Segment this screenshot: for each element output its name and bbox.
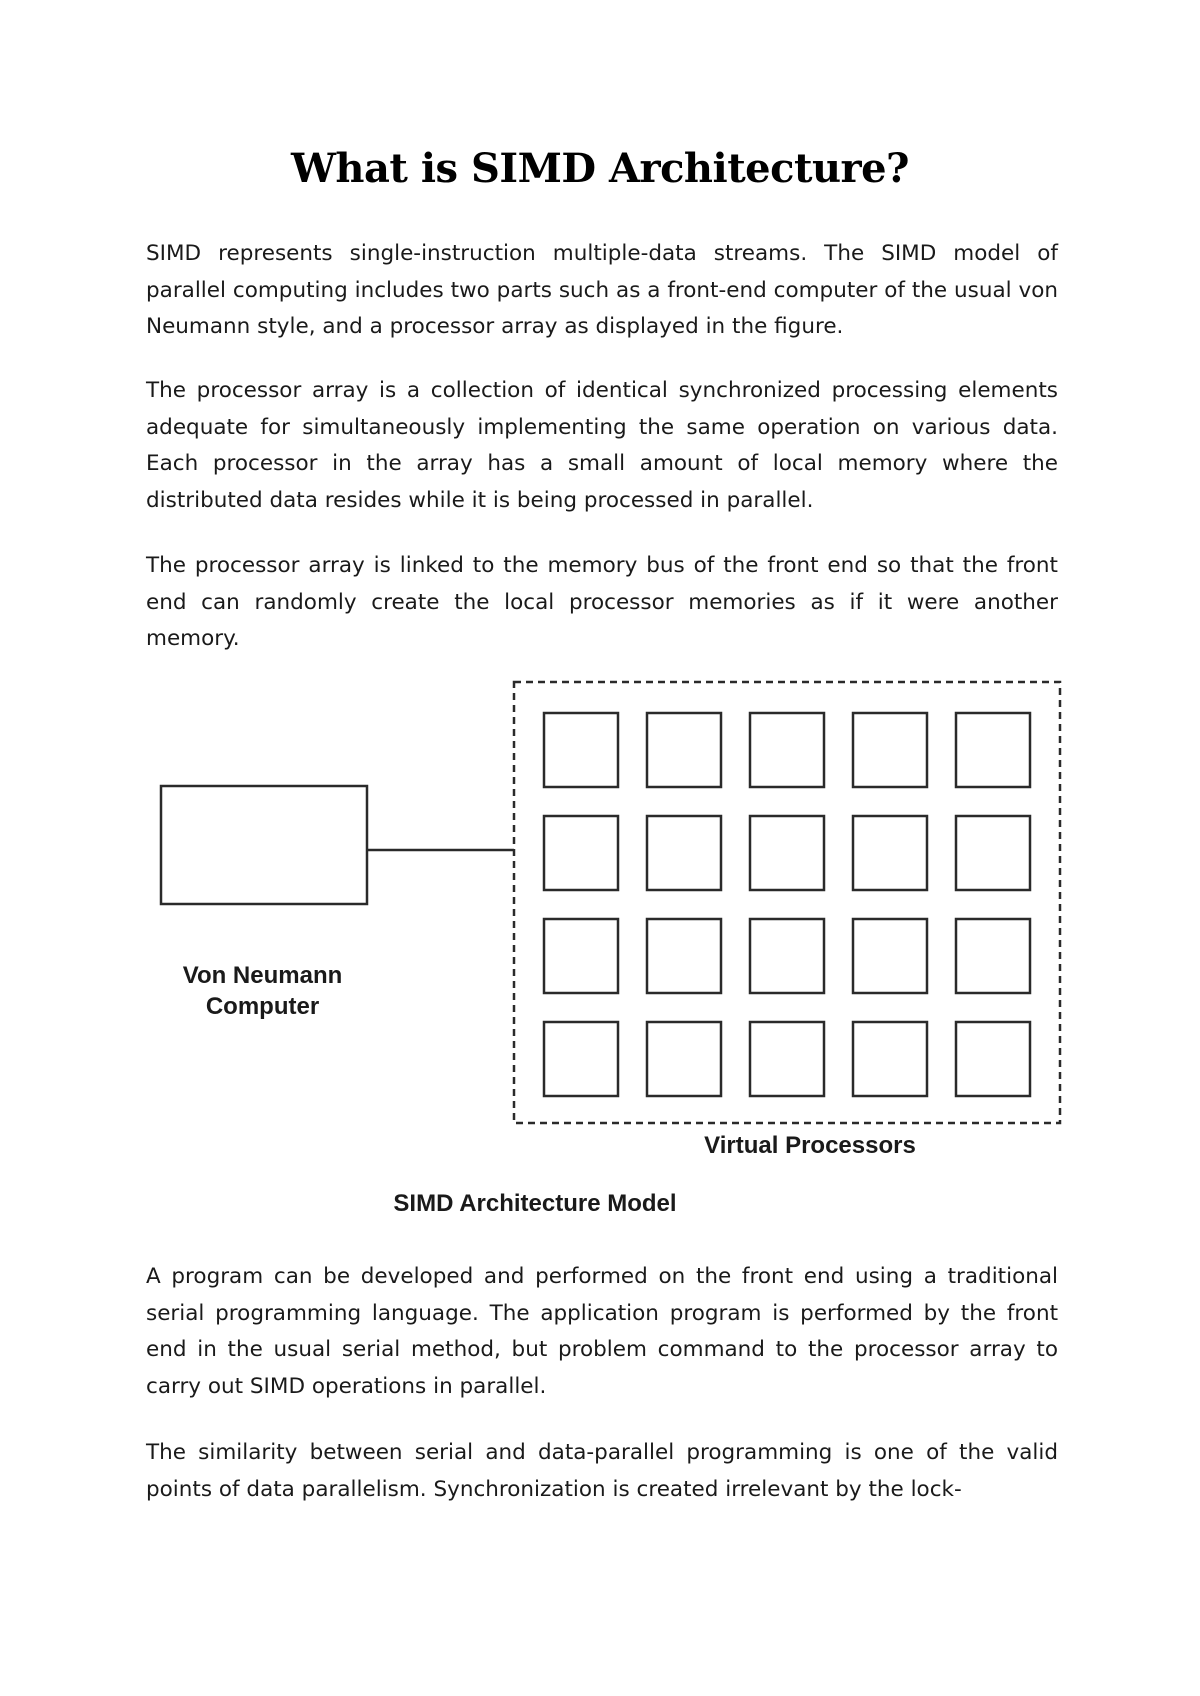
processor-cell bbox=[544, 816, 618, 890]
von-neumann-computer-box bbox=[161, 786, 367, 904]
processor-cell bbox=[750, 919, 824, 993]
von-neumann-label-line2: Computer bbox=[205, 993, 320, 1020]
processor-cell bbox=[956, 713, 1030, 787]
virtual-processors-label: Virtual Processors bbox=[704, 1132, 916, 1159]
processor-cell bbox=[853, 713, 927, 787]
processor-cell bbox=[956, 1022, 1030, 1096]
processor-grid bbox=[544, 713, 1030, 1096]
processor-cell bbox=[647, 1022, 721, 1096]
processor-cell bbox=[544, 713, 618, 787]
paragraph-intro: SIMD represents single-instruction multiple-data streams. The SIMD model of parallel computing includes two parts such as a front-end computer of the usual von Neumann style, and a processor array as displayed in the figure. bbox=[146, 241, 1058, 340]
simd-architecture-figure bbox=[0, 670, 1200, 1230]
processor-cell bbox=[750, 1022, 824, 1096]
processor-cell bbox=[853, 816, 927, 890]
paragraph-memory-bus: The processor array is linked to the memory bus of the front end so that the front end can randomly create the local processor memories as if it were another memory. bbox=[146, 553, 1058, 652]
processor-cell bbox=[544, 919, 618, 993]
paragraph-processor-array: The processor array is a collection of identical synchronized processing elements adequate for simultaneously implementing the same operation on various data. Each processor in the array has a small amount of local memory where the distributed data resides while it is being processed in parallel. bbox=[146, 378, 1058, 513]
page-title: What is SIMD Architecture? bbox=[291, 145, 909, 192]
processor-cell bbox=[647, 919, 721, 993]
virtual-processors-boundary bbox=[514, 682, 1060, 1123]
processor-cell bbox=[853, 919, 927, 993]
processor-cell bbox=[544, 1022, 618, 1096]
von-neumann-label bbox=[155, 960, 370, 1022]
von-neumann-label-line1: Von Neumann bbox=[182, 962, 343, 989]
processor-cell bbox=[750, 816, 824, 890]
paragraph-data-parallelism: The similarity between serial and data-parallel programming is one of the valid points of data parallelism. Synchronization is created irrelevant by the lock- bbox=[146, 1440, 1058, 1502]
processor-cell bbox=[956, 816, 1030, 890]
processor-cell bbox=[956, 919, 1030, 993]
paragraph-program-development: A program can be developed and performed on the front end using a traditional serial programming language. The application program is performed by the front end in the usual serial method, but problem command to the processor array to carry out SIMD operations in parallel. bbox=[146, 1264, 1058, 1399]
processor-cell bbox=[750, 713, 824, 787]
processor-cell bbox=[647, 816, 721, 890]
processor-cell bbox=[853, 1022, 927, 1096]
simd-diagram bbox=[0, 670, 1200, 1230]
processor-cell bbox=[647, 713, 721, 787]
figure-caption: SIMD Architecture Model bbox=[393, 1190, 677, 1217]
